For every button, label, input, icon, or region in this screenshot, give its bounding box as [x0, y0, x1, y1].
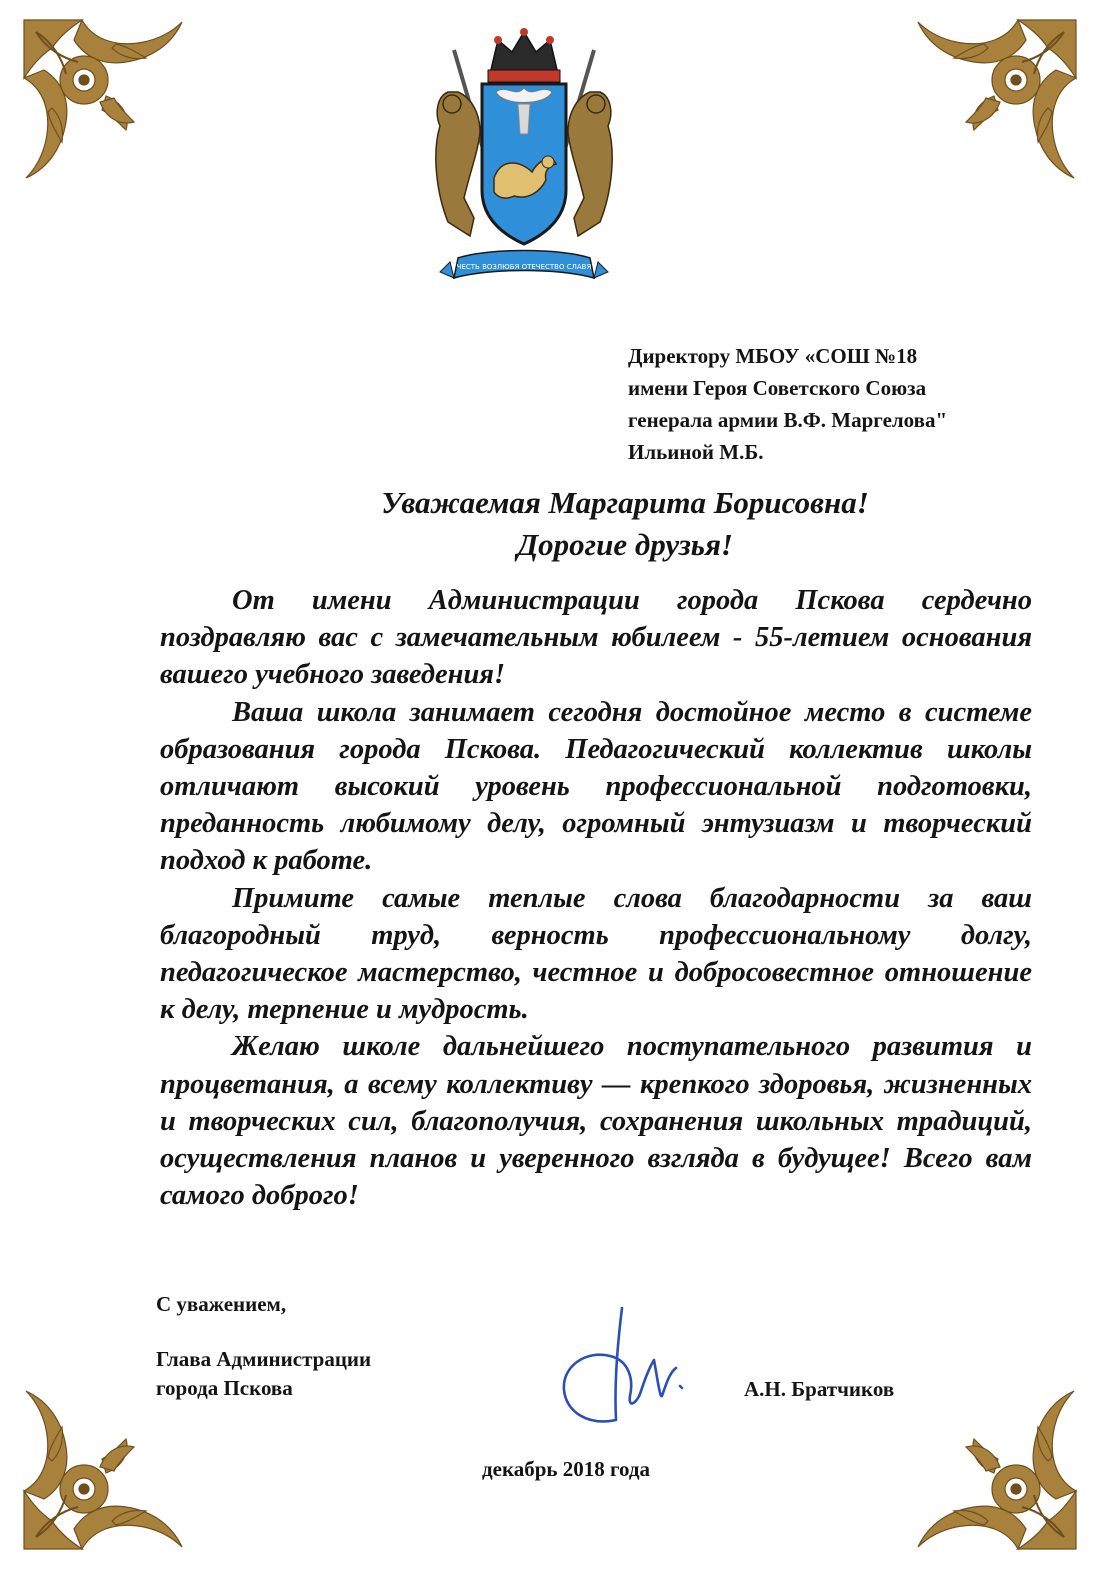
body-paragraph: Желаю школе дальнейшего поступательного развития и процветания, а всему коллективу — крепкого здоровья, жизненных и творческих сил, благополучия, сохранения школьных традиций, осуществления планов и уверенного взгляда в будущее! Всего вам самого доброго!	[160, 1031, 1032, 1212]
body-paragraph: Примите самые теплые слова благодарности за ваш благородный труд, верность профессиональному долгу, педагогическое мастерство, честное и добросовестное отношение к делу, терпение и мудрость.	[160, 882, 1032, 1026]
greeting-line-2: Дорогие друзья!	[517, 527, 733, 562]
left-leopard-icon	[436, 92, 480, 236]
corner-ornament-bottom-right	[913, 1386, 1078, 1551]
addressee-line: имени Героя Советского Союза	[628, 376, 927, 400]
position-line-2: города Пскова	[156, 1376, 293, 1400]
addressee-block	[628, 340, 1068, 468]
ornament-icon	[913, 18, 1078, 183]
body-paragraph: От имени Администрации города Пскова сердечно поздравляю вас с замечательным юбилеем - 55-летием основания вашего учебного заведения!	[160, 585, 1032, 691]
corner-ornament-bottom-left	[22, 1386, 187, 1551]
greeting	[160, 482, 1090, 566]
handwritten-signature	[548, 1300, 698, 1450]
corner-ornament-top-left	[22, 18, 187, 183]
crown-icon	[488, 28, 560, 82]
coat-of-arms-icon	[418, 22, 630, 294]
signatory-position	[156, 1345, 371, 1403]
closing-phrase: С уважением,	[156, 1292, 287, 1316]
letter-body	[160, 582, 1032, 1214]
shield-icon	[482, 84, 566, 244]
letter-date: декабрь 2018 года	[482, 1457, 651, 1481]
addressee-line: Директору МБОУ «СОШ №18	[628, 344, 918, 368]
greeting-line-1: Уважаемая Маргарита Борисовна!	[381, 485, 869, 520]
signatory-name: А.Н. Братчиков	[744, 1377, 895, 1401]
ornament-icon	[22, 1386, 187, 1551]
addressee-line: генерала армии В.Ф. Маргелова"	[628, 408, 948, 432]
body-paragraph: Ваша школа занимает сегодня достойное место в системе образования города Пскова. Педагогический коллектив школы отличают высокий уровень профессиональной подготовки, преданность любимому делу, огромный энтузиазм и творческий подход к работе.	[160, 696, 1032, 877]
corner-ornament-top-right	[913, 18, 1078, 183]
addressee-line: Ильиной М.Б.	[628, 440, 764, 464]
pskov-coat-of-arms	[418, 22, 630, 294]
crest-motto: ЧЕСТЬ ВОЗЛЮБЯ ОТЕЧЕСТВО СЛАВЯ	[456, 263, 592, 271]
ornament-icon	[22, 18, 187, 183]
right-leopard-icon	[568, 92, 612, 236]
ornament-icon	[913, 1386, 1078, 1551]
position-line-1: Глава Администрации	[156, 1347, 372, 1371]
signature-icon	[548, 1300, 698, 1450]
